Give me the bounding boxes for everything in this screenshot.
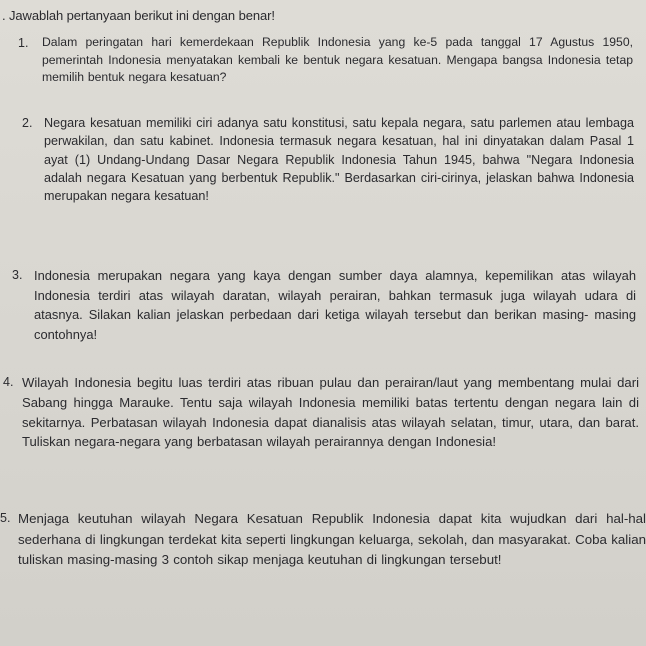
question-2 (22, 114, 634, 205)
question-number: 3. (12, 268, 23, 282)
question-4 (3, 373, 639, 452)
question-text: Wilayah Indonesia begitu luas terdiri atas ribuan pulau dan perairan/laut yang membentang mulai dari Sabang hingga Marauke. Tentu saja wilayah Indonesia memiliki batas tertentu dengan negara lain di sekitarnya. Perbatasan wilayah Indonesia dapat dianalisis atas wilayah selatan, timur, utara, dan barat. Tuliskan negara-negara yang berbatasan wilayah perairannya dengan Indonesia! (22, 375, 639, 450)
question-5 (0, 509, 646, 571)
question-text: Dalam peringatan hari kemerdekaan Republik Indonesia yang ke-5 pada tanggal 17 Agustus 1950, pemerintah Indonesia menyatakan kembali ke bentuk negara kesatuan. Mengapa bangsa Indonesia tetap memilih bentuk negara kesatuan? (42, 35, 633, 84)
instruction-heading: . Jawablah pertanyaan berikut ini dengan benar! (2, 8, 275, 23)
question-number: 5. (0, 511, 11, 525)
question-text: Menjaga keutuhan wilayah Negara Kesatuan Republik Indonesia dapat kita wujudkan dari hal-hal sederhana di lingkungan terdekat kita seperti lingkungan keluarga, sekolah, dan masyarakat. Coba kalian tuliskan masing-masing 3 contoh sikap menjaga keutuhan di lingkungan tersebut! (18, 511, 646, 567)
question-number: 2. (22, 116, 33, 130)
question-number: 4. (3, 375, 14, 389)
question-number: 1. (18, 36, 29, 50)
question-text: Negara kesatuan memiliki ciri adanya satu konstitusi, satu kepala negara, satu parlemen atau lembaga perwakilan, dan satu kabinet. Indonesia termasuk negara kesatuan, hal ini dinyatakan dalam Pasal 1 ayat (1) Undang-Undang Dasar Negara Republik Indonesia Tahun 1945, bahwa "Negara Indonesia adalah negara Kesatuan yang berbentuk Republik." Berdasarkan ciri-cirinya, jelaskan bahwa Indonesia merupakan negara kesatuan! (44, 116, 634, 204)
question-1 (18, 34, 633, 87)
question-text: Indonesia merupakan negara yang kaya dengan sumber daya alamnya, kepemilikan atas wilayah Indonesia terdiri atas wilayah daratan, wilayah perairan, bahkan termasuk juga wilayah udara di atasnya. Silakan kalian jelaskan perbedaan dari ketiga wilayah tersebut dan berikan masing- masing contohnya! (34, 268, 636, 342)
question-3 (12, 266, 636, 344)
